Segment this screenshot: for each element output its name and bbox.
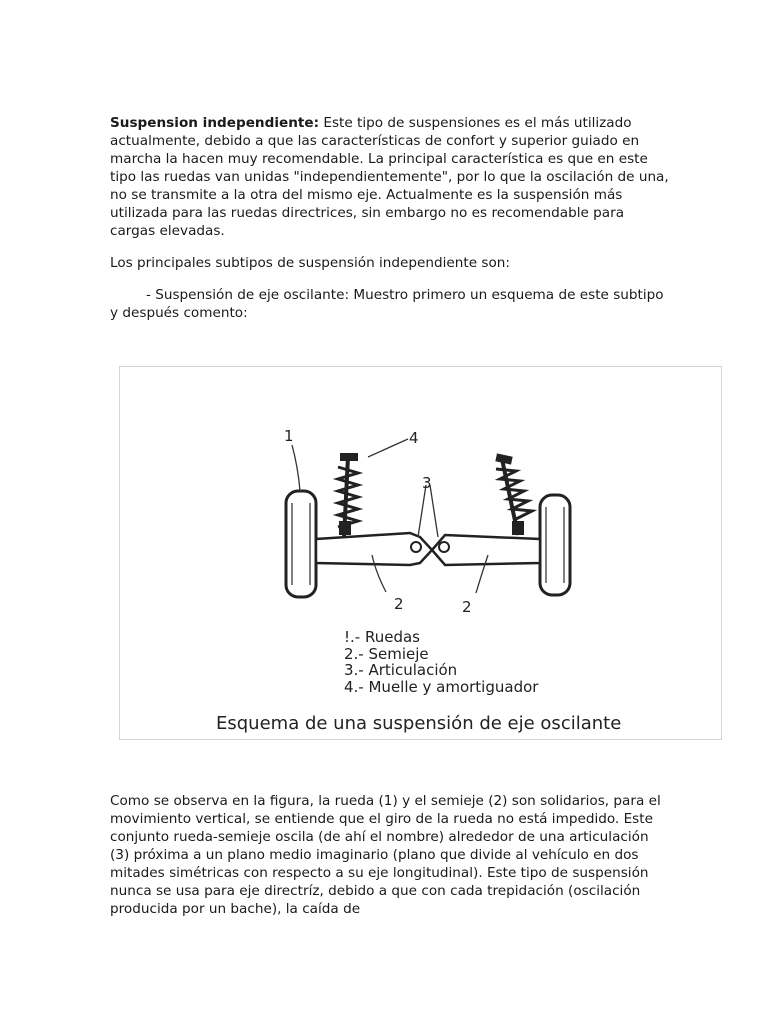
diagram-legend: [344, 629, 538, 695]
legend-item: 3.- Articulación: [344, 661, 458, 679]
label-spring: 4: [409, 429, 419, 447]
subtypes-intro: Los principales subtipos de suspensión independiente son:: [110, 255, 510, 271]
document-body: [110, 114, 670, 322]
left-spring-damper: [338, 453, 358, 537]
subtype-item: - Suspensión de eje oscilante: Muestro primero un esquema de este subtipo y después comento:: [110, 287, 664, 321]
label-axle-right: 2: [462, 598, 472, 616]
right-wheel: [540, 495, 570, 595]
left-pivot: [411, 542, 421, 552]
legend-item: 4.- Muelle y amortiguador: [344, 677, 539, 696]
intro-lead: Suspension independiente:: [110, 115, 320, 131]
explanation-paragraph: Como se observa en la figura, la rueda (1) y el semieje (2) son solidarios, para el movimiento vertical, se entiende que el giro de la rueda no está impedido. Este conjunto rueda-semieje oscila (de ahí el nombre) alrededor de una articulación (3) próxima a un plano medio imaginario (plano que divide al vehículo en dos mitades simétricas con respecto a su eje longitudinal). Este tipo de suspensión nunca se usa para eje directríz, debido a que con cada trepidación (oscilación producida por un bache), la caída de: [110, 793, 661, 917]
label-joint: 3: [422, 474, 432, 492]
intro-paragraph: [110, 114, 670, 240]
legend-item: !.- Ruedas: [344, 628, 420, 646]
explanation-block: [110, 792, 670, 918]
left-wheel: [286, 491, 316, 597]
label-wheel: 1: [284, 427, 294, 445]
right-pivot: [439, 542, 449, 552]
label-axle-left: 2: [394, 595, 404, 613]
suspension-diagram: [119, 366, 722, 740]
right-spring-damper: [495, 453, 532, 535]
diagram-caption: Esquema de una suspensión de eje oscilante: [216, 713, 622, 734]
leader-lines: [292, 439, 488, 593]
intro-text: Este tipo de suspensiones es el más utilizado actualmente, debido a que las características de confort y superior guiado en marcha la hacen muy recomendable. La principal característica es que en este tipo las ruedas van unidas "independientemente", por lo que la oscilación de una, no se transmite a la otra del mismo eje. Actualmente es la suspensión más utilizada para las ruedas directrices, sin embargo no es recomendable para cargas elevadas.: [110, 115, 669, 239]
legend-item: 2.- Semieje: [344, 644, 429, 663]
